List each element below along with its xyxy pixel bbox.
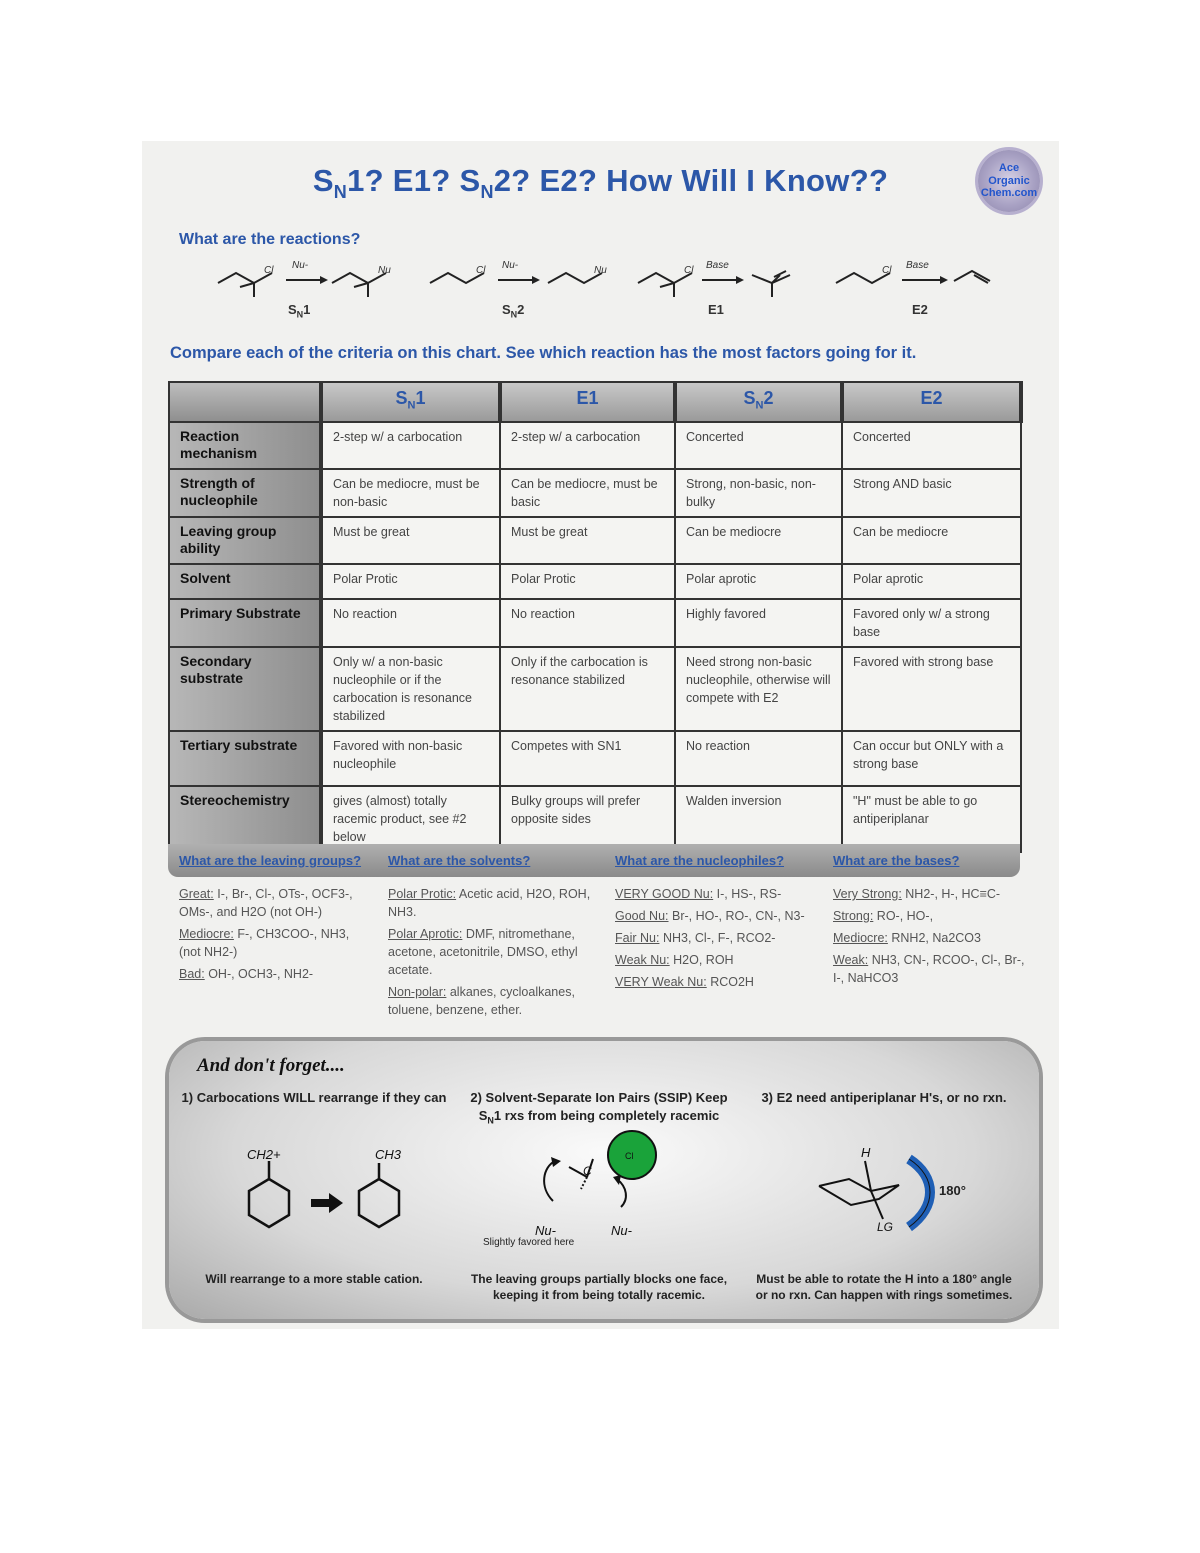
table-corner	[169, 382, 321, 422]
table-row	[169, 786, 1021, 852]
dont-forget-title: And don't forget....	[197, 1055, 345, 1076]
reactions-heading: What are the reactions?	[179, 231, 361, 248]
nucleophiles-heading: What are the nucleophiles?	[615, 853, 785, 868]
svg-text:Nu: Nu	[594, 265, 607, 276]
svg-text:Nu-: Nu-	[502, 260, 519, 271]
rx-label-e2: E2	[912, 302, 928, 317]
solvents-heading: What are the solvents?	[388, 853, 531, 868]
table-cell: No reaction	[321, 599, 500, 647]
cheat-sheet	[142, 141, 1059, 1329]
row-label: Stereochemistry	[169, 786, 321, 852]
item2-footer: The leaving groups partially blocks one face, keeping it from being totally racemic.	[470, 1272, 728, 1302]
lower-headings-bar	[168, 844, 1020, 877]
leaving-groups-list: Great: I-, Br-, Cl-, OTs-, OCF3-, OMs-, and H2O (not OH-) Mediocre: F-, CH3COO-, NH3, (not NH2-) Bad: OH-, OCH3-, NH2-	[179, 887, 353, 981]
col-header-sn2: $S_N2$	[675, 382, 842, 422]
rx-label-sn1: $S_N1$	[288, 302, 311, 320]
table-cell: Only if the carbocation is resonance stabilized	[500, 647, 675, 731]
ssip-drawing	[489, 1127, 709, 1247]
svg-text:180°: 180°	[939, 1183, 966, 1198]
table-cell: Can be mediocre, must be basic	[500, 469, 675, 517]
solvents-list: Polar Protic: Acetic acid, H2O, ROH, NH3. Polar Aprotic: DMF, nitromethane, acetone, acetonitrile, DMSO, ethyl acetate. Non-polar: alkanes, cycloalkanes, toluene, benzene, ether.	[388, 887, 591, 1017]
table-cell: Strong, non-basic, non-bulky	[675, 469, 842, 517]
svg-text:Cl: Cl	[264, 265, 274, 276]
table-cell: Only w/ a non-basic nucleophile or if the carbocation is resonance stabilized	[321, 647, 500, 731]
page-title: $S_N1$? E1? $S_N2$? E2? How Will I Know??	[312, 163, 889, 203]
table-cell: Favored with non-basic nucleophile	[321, 731, 500, 786]
row-label: Strength of nucleophile	[169, 469, 321, 517]
svg-text:Nu-: Nu-	[292, 260, 309, 271]
table-row	[169, 731, 1021, 786]
svg-text:CH3: CH3	[375, 1147, 402, 1162]
comparison-table	[168, 381, 1023, 853]
table-row	[169, 647, 1021, 731]
table-cell: 2-step w/ a carbocation	[321, 422, 500, 469]
rx-label-e1: E1	[708, 302, 724, 317]
table-cell: Must be great	[321, 517, 500, 564]
col-header-sn1: $S_N1$	[321, 382, 500, 422]
table-cell: Polar aprotic	[675, 564, 842, 599]
table-cell: Polar Protic	[500, 564, 675, 599]
svg-text:Cl: Cl	[882, 265, 892, 276]
ace-organic-logo: Ace Organic Chem.com	[978, 150, 1040, 212]
table-cell: Favored with strong base	[842, 647, 1021, 731]
svg-text:Cl: Cl	[625, 1151, 634, 1161]
table-cell: Can be mediocre	[842, 517, 1021, 564]
item2-heading: 2) Solvent-Separate Ion Pairs (SSIP) Keep $S_N1$ rxs from being completely racemic	[470, 1090, 728, 1126]
table-cell: Can occur but ONLY with a strong base	[842, 731, 1021, 786]
table-cell: Walden inversion	[675, 786, 842, 852]
carbocation-rearrangement-drawing	[219, 1141, 419, 1241]
bases-heading: What are the bases?	[833, 853, 960, 868]
table-cell: Must be great	[500, 517, 675, 564]
dont-forget-box	[169, 1041, 1039, 1319]
table-cell: Can be mediocre, must be non-basic	[321, 469, 500, 517]
svg-text:C: C	[583, 1164, 592, 1178]
leaving-groups-heading: What are the leaving groups?	[179, 853, 362, 868]
table-cell: Concerted	[842, 422, 1021, 469]
table-row	[169, 422, 1021, 469]
svg-text:Base: Base	[706, 260, 729, 271]
nucleophiles-list: VERY GOOD Nu: I-, HS-, RS- Good Nu: Br-, HO-, RO-, CN-, N3- Fair Nu: NH3, Cl-, F-, RCO2- Weak Nu: H2O, ROH VERY Weak Nu: RCO2H	[615, 887, 805, 989]
item3-heading: 3) E2 need antiperiplanar H's, or no rxn.	[761, 1090, 1007, 1105]
table-cell: Can be mediocre	[675, 517, 842, 564]
row-label: Secondary substrate	[169, 647, 321, 731]
row-label: Solvent	[169, 564, 321, 599]
svg-text:Nu-: Nu-	[611, 1223, 632, 1238]
table-cell: Competes with SN1	[500, 731, 675, 786]
table-cell: Polar Protic	[321, 564, 500, 599]
table-cell: Polar aprotic	[842, 564, 1021, 599]
svg-text:Nu: Nu	[378, 265, 391, 276]
item1-footer: Will rearrange to a more stable cation.	[205, 1272, 423, 1286]
svg-text:LG: LG	[877, 1220, 894, 1234]
table-cell: 2-step w/ a carbocation	[500, 422, 675, 469]
table-cell: Strong AND basic	[842, 469, 1021, 517]
svg-text:CH2+: CH2+	[247, 1147, 281, 1162]
svg-text:H: H	[861, 1145, 871, 1160]
reaction-schemes	[202, 253, 1002, 303]
table-row	[169, 599, 1021, 647]
table-cell: Concerted	[675, 422, 842, 469]
row-label: Tertiary substrate	[169, 731, 321, 786]
slightly-favored-label: Slightly favored here	[483, 1237, 575, 1248]
table-cell: Highly favored	[675, 599, 842, 647]
table-cell: Bulky groups will prefer opposite sides	[500, 786, 675, 852]
table-cell: Favored only w/ a strong base	[842, 599, 1021, 647]
table-cell: gives (almost) totally racemic product, see #2 below	[321, 786, 500, 852]
table-cell: No reaction	[675, 731, 842, 786]
item1-heading: 1) Carbocations WILL rearrange if they can	[181, 1090, 447, 1105]
table-row	[169, 564, 1021, 599]
col-header-e1: E1	[500, 382, 675, 422]
row-label: Reaction mechanism	[169, 422, 321, 469]
bases-list: Very Strong: NH2-, H-, HC≡C- Strong: RO-, HO-, Mediocre: RNH2, Na2CO3 Weak: NH3, CN-, RCOO-, Cl-, Br-, I-, NaHCO3	[833, 887, 1025, 985]
row-label: Primary Substrate	[169, 599, 321, 647]
antiperiplanar-drawing	[809, 1141, 1009, 1241]
col-header-e2: E2	[842, 382, 1021, 422]
svg-text:Nu-: Nu-	[535, 1223, 556, 1238]
table-cell: No reaction	[500, 599, 675, 647]
item3-footer: Must be able to rotate the H into a 180° angle or no rxn. Can happen with rings sometimes.	[755, 1272, 1013, 1302]
row-label: Leaving group ability	[169, 517, 321, 564]
table-row	[169, 517, 1021, 564]
table-row	[169, 469, 1021, 517]
rx-label-sn2: $S_N2$	[502, 302, 525, 320]
table-cell: "H" must be able to go antiperiplanar	[842, 786, 1021, 852]
table-cell: Need strong non-basic nucleophile, otherwise will compete with E2	[675, 647, 842, 731]
svg-text:Base: Base	[906, 260, 929, 271]
svg-text:Cl: Cl	[476, 265, 486, 276]
compare-heading: Compare each of the criteria on this chart. See which reaction has the most factors going for it.	[170, 344, 917, 362]
svg-text:Cl: Cl	[684, 265, 694, 276]
